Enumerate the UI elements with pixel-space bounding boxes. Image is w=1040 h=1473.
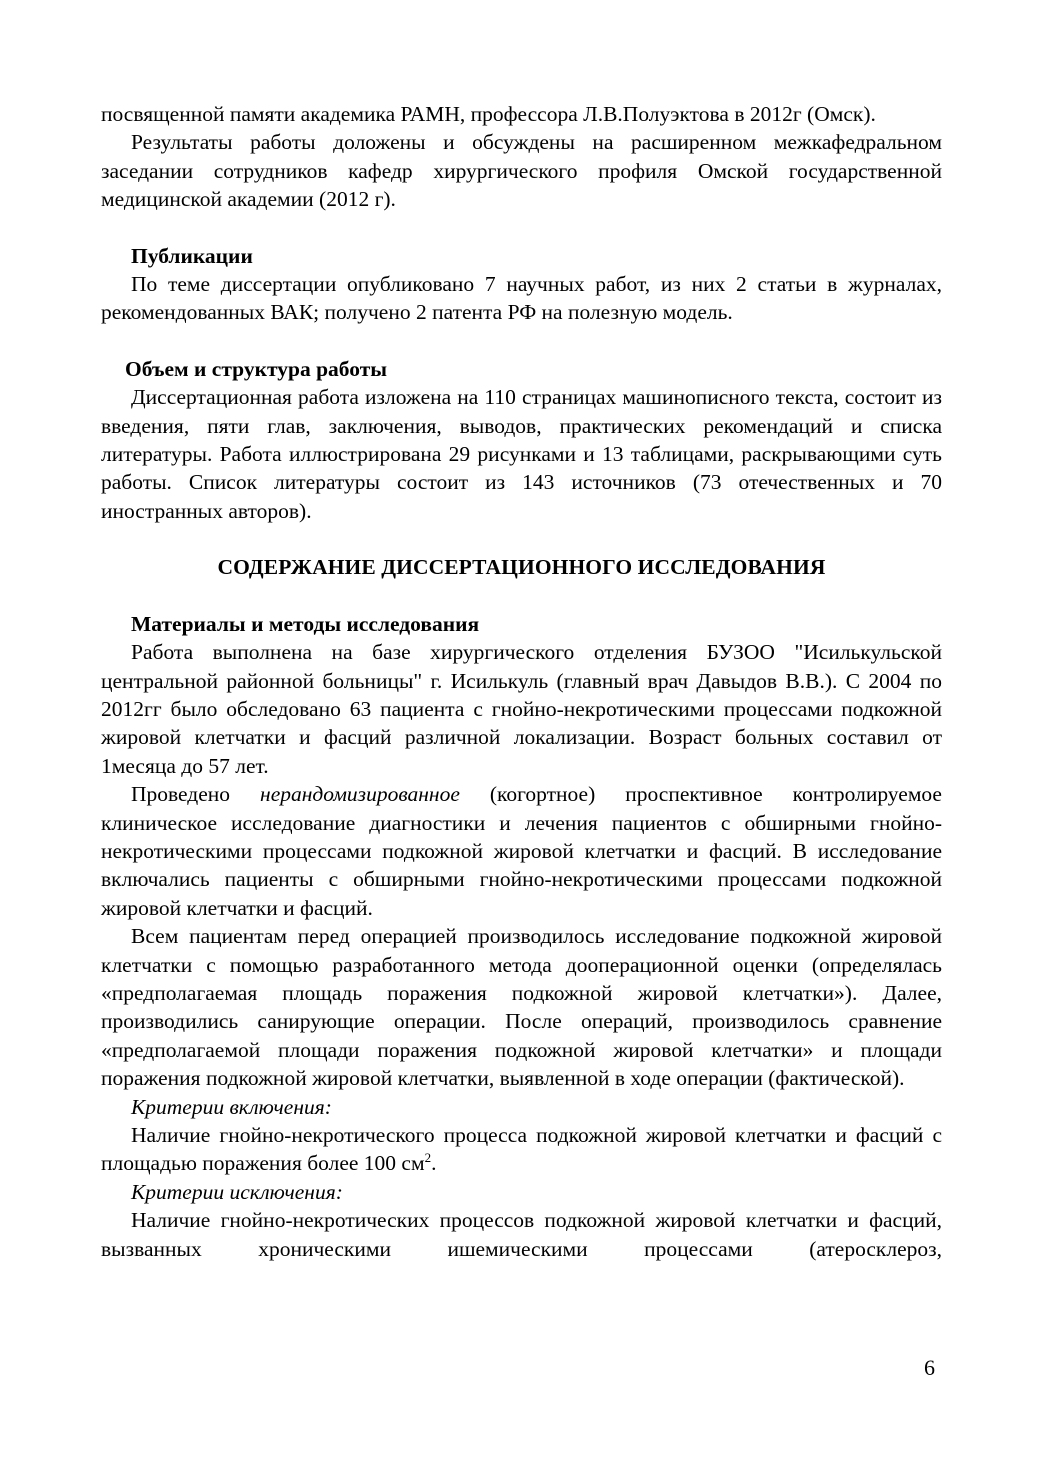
paragraph-procedure: Всем пациентам перед операцией производилось исследование подкожной жировой клетчатки с помощью разработанного метода дооперационной оценки (определялась «предполагаемая площадь поражения подкожной жировой клетчатки»). Далее, производились санирующие операции. После операций, производилось сравнение «предполагаемой площади поражения подкожной жировой клетчатки» и площади поражения подкожной жировой клетчатки, выявленной в ходе операции (фактической). [101, 924, 942, 1091]
paragraph-exclusion: Наличие гнойно-некротических процессов подкожной жировой клетчатки и фасций, вызванных хроническими ишемическими процессами (атеросклероз, [101, 1208, 942, 1261]
inclusion-criteria-label: Критерии включения: [131, 1094, 332, 1119]
heading-structure: Объем и структура работы [125, 356, 388, 381]
inclusion-text: Наличие гнойно-некротического процесса подкожной жировой клетчатки и фасций с площадью поражения более 100 см [101, 1123, 942, 1176]
page-number: 6 [924, 1355, 935, 1380]
paragraph-conference: посвященной памяти академика РАМН, профессора Л.В.Полуэктова в 2012г (Омск). [101, 102, 876, 126]
paragraph-structure: Диссертационная работа изложена на 110 страницах машинописного текста, состоит из введения, пяти глав, заключения, выводов, практических рекомендаций и списка литературы. Работа иллюстрирована 29 рисунками и 13 таблицами, раскрывающими суть работы. Список литературы состоит из 143 источников (73 отечественных и 70 иностранных авторов). [101, 385, 942, 523]
study-design-emphasis: нерандомизированное [260, 782, 460, 807]
paragraph-publications: По теме диссертации опубликовано 7 научных работ, из них 2 статьи в журналах, рекомендованных ВАК; получено 2 патента РФ на полезную модель. [101, 272, 942, 325]
study-design-text-b: (когортное) проспективное контролируемое клиническое исследование диагностики и лечения пациентов с обширными гнойно-некротическими процессами подкожной жировой клетчатки и фасций. В исследование включались пациенты с обширными гнойно-некротическими процессами подкожной жировой клетчатки и фасций. [101, 782, 942, 920]
paragraph-methods: Работа выполнена на базе хирургического отделения БУЗОО "Исилькульской центральной районной больницы" г. Исилькуль (главный врач Давыдов В.В.). С 2004 по 2012гг было обследовано 63 пациента с гнойно-некротическими процессами подкожной жировой клетчатки и фасций различной локализации. Возраст больных составил от 1месяца до 57 лет. [101, 640, 942, 778]
document-page [101, 100, 942, 1263]
paragraph-study-design [101, 780, 942, 922]
heading-content: СОДЕРЖАНИЕ ДИССЕРТАЦИОННОГО ИССЛЕДОВАНИЯ [217, 555, 826, 580]
paragraph-inclusion [101, 1121, 942, 1178]
heading-publications: Публикации [131, 243, 253, 268]
inclusion-text-end: . [431, 1151, 437, 1176]
spacer [101, 327, 942, 355]
paragraph-results: Результаты работы доложены и обсуждены на расширенном межкафедральном заседании сотрудников кафедр хирургического профиля Омской государственной медицинской академии (2012 г). [101, 130, 942, 212]
spacer [101, 525, 942, 553]
spacer [101, 214, 942, 242]
superscript: 2 [424, 1150, 432, 1166]
study-design-text-a: Проведено [131, 782, 261, 807]
heading-methods: Материалы и методы исследования [131, 611, 480, 636]
spacer [101, 582, 942, 610]
exclusion-criteria-label: Критерии исключения: [131, 1179, 343, 1204]
